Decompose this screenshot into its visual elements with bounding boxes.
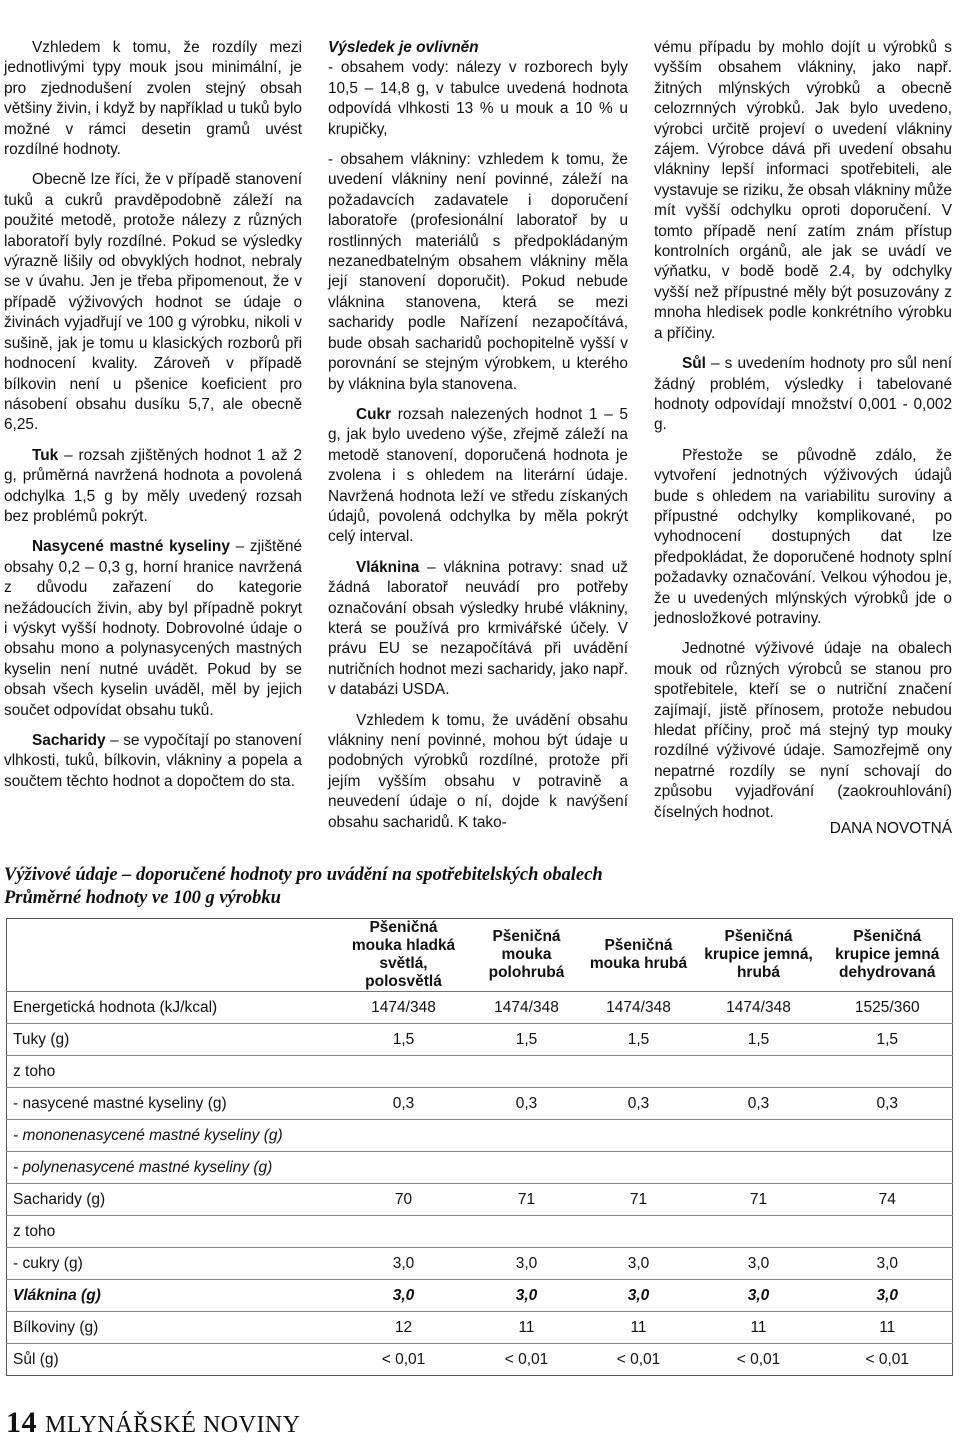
- table-cell: 11: [695, 1312, 823, 1344]
- term-vlaknina: Vláknina: [356, 558, 420, 576]
- publication-name: MLYNÁŘSKÉ NOVINY: [45, 1412, 301, 1438]
- table-title-line-1: Výživové údaje – doporučené hodnoty pro uvádění na spotřebitelských obalech: [4, 865, 603, 885]
- text-tuk: – rozsah zjištěných hodnot 1 až 2 g, průměrná navržená hodnota a povolená odchylka 1,5 g by měly uvedený rozsah bez problémů pokrýt.: [4, 446, 302, 525]
- table-cell: 71: [471, 1184, 583, 1216]
- table-cell: 3,0: [695, 1280, 823, 1312]
- row-label: Energetická hodnota (kJ/kcal): [7, 992, 337, 1024]
- column-header: Pšeničná krupice jemná dehydrovaná: [823, 919, 953, 992]
- column-header: [7, 919, 337, 992]
- term-nasycene: Nasycené mastné kyseliny: [32, 538, 230, 556]
- table-cell: 0,3: [695, 1088, 823, 1120]
- table-cell: [695, 1152, 823, 1184]
- row-label: - cukry (g): [7, 1248, 337, 1280]
- section-heading: Výsledek je ovlivněn: [328, 39, 479, 56]
- table-cell: [823, 1056, 953, 1088]
- table-cell: 3,0: [695, 1248, 823, 1280]
- text-cukr: rozsah nalezených hodnot 1 – 5 g, jak bylo uvedeno výše, zřejmě záleží na metodě stanovení, doporučená hodnota je zvolena i s ohledem na literární údaje. Navržená hodnota leží ve středu získaných údajů, povolená odchylka by měla pokrýt celý interval.: [328, 405, 628, 546]
- text-sacharidy: – se vypočítají po stanovení vlhkosti, tuků, bílkovin, vlákniny a popela a součtem těchto hodnot a dopočtem do sta.: [4, 732, 302, 790]
- table-row: [7, 1344, 953, 1376]
- table-row: [7, 992, 953, 1024]
- table-cell: [583, 1152, 695, 1184]
- table-row: [7, 1152, 953, 1184]
- table-cell: [823, 1152, 953, 1184]
- table-cell: 3,0: [471, 1280, 583, 1312]
- article-column-1: [4, 38, 302, 792]
- table-cell: 3,0: [823, 1280, 953, 1312]
- table-cell: [471, 1056, 583, 1088]
- table-cell: [695, 1056, 823, 1088]
- table-row: [7, 1216, 953, 1248]
- author-signature: DANA NOVOTNÁ: [829, 820, 952, 838]
- table-row: [7, 1120, 953, 1152]
- table-cell: 1474/348: [471, 992, 583, 1024]
- article-column-3: [654, 38, 952, 839]
- paragraph: Jednotné výživové údaje na obalech mouk od různých výrobců se stanou pro spotřebitele, kteří se o nutriční značení zajímají, jistě přínosem, protože nebudou hledat příčiny, proč má stejný typ mouky rozdílné výživové údaje. Samozřejmě ony nepatrné rozdíly se nyní schovají do způsobu vyjadřování (zaokrouhlování) číselných hodnot.: [654, 640, 952, 821]
- table-row: [7, 1024, 953, 1056]
- table-cell: 1,5: [471, 1024, 583, 1056]
- table-cell: 11: [823, 1312, 953, 1344]
- row-label: Sacharidy (g): [7, 1184, 337, 1216]
- nutrition-table: [6, 918, 953, 1376]
- table-cell: [337, 1152, 471, 1184]
- paragraph: Vzhledem k tomu, že rozdíly mezi jednotlivými typy mouk jsou minimální, je pro zjednodušení zvolen stejný obsah většiny živin, i když by například u tuků bylo možné v rámci desetin gramů uvést rozdílné hodnoty.: [4, 39, 302, 159]
- text-nasycene: – zjištěné obsahy 0,2 – 0,3 g, horní hranice navržená z důvodu zařazení do kategorie nežádoucích živin, aby byl případně pokryt i výskyt vyšší hodnoty. Dobrovolné údaje o obsahu mono a polynasycených mastných kyselin není nutné uvádět. Pokud by se obsah všech kyselin uváděl, měl by jejich součet odpovídat obsahu tuků.: [4, 538, 302, 719]
- paragraph-cukr: [328, 405, 628, 548]
- table-cell: < 0,01: [736, 1350, 781, 1368]
- table-title-line-2: Průměrné hodnoty ve 100 g výrobku: [4, 888, 281, 908]
- text-sul: – s uvedením hodnoty pro sůl není žádný problém, výsledky i tabelované hodnoty odpovídají množství 0,001 - 0,002 g.: [654, 355, 952, 434]
- table-row: [7, 1280, 953, 1312]
- table-cell: [471, 1120, 583, 1152]
- table-cell: [823, 1216, 953, 1248]
- table-cell: 3,0: [823, 1248, 953, 1280]
- table-cell: 70: [337, 1184, 471, 1216]
- row-label: - mononenasycené mastné kyseliny (g): [7, 1120, 337, 1152]
- table-cell: < 0,01: [616, 1350, 661, 1368]
- row-label: z toho: [7, 1216, 337, 1248]
- table-cell: 0,3: [823, 1088, 953, 1120]
- table-cell: 0,3: [471, 1088, 583, 1120]
- page-number: 14: [6, 1406, 37, 1439]
- table-cell: < 0,01: [865, 1350, 910, 1368]
- table-cell: 1474/348: [695, 992, 823, 1024]
- table-cell: [583, 1056, 695, 1088]
- table-cell: [695, 1120, 823, 1152]
- row-label: - nasycené mastné kyseliny (g): [7, 1088, 337, 1120]
- table-row: [7, 1088, 953, 1120]
- column-header: Pšeničná mouka polohrubá: [471, 919, 583, 992]
- table-cell: 1525/360: [823, 992, 953, 1024]
- table-cell: 0,3: [337, 1088, 471, 1120]
- page-footer: [6, 1408, 301, 1440]
- paragraph: - obsahem vlákniny: vzhledem k tomu, že uvedení vlákniny není povinné, záleží na požadavcích zadavatele i doporučení laboratoře (profesionální laboratoř by u rostlinných materiálů s předpokládaným nezanedbatelným obsahem vlákniny měla její stanovení doporučit). Pokud nebude vláknina stanovena, která se mezi sacharidy podle Nařízení nezapočítává, bude obsah sacharidů pochopitelně vyšší v porovnání se stejným výrobkem, u kterého by vláknina byla stanovena.: [328, 151, 628, 393]
- table-cell: 3,0: [471, 1248, 583, 1280]
- table-cell: 11: [471, 1312, 583, 1344]
- table-cell: 12: [337, 1312, 471, 1344]
- term-sacharidy: Sacharidy: [32, 732, 106, 749]
- paragraph-vlaknina: [328, 558, 628, 701]
- row-label: Bílkoviny (g): [7, 1312, 337, 1344]
- row-label: z toho: [7, 1056, 337, 1088]
- paragraph: vému případu by mohlo dojít u výrobků s vyšším obsahem vlákniny, jako např. žitných mlýnských výrobků a obecně celozrnných výrobků. Jak bylo uvedeno, výrobci určitě projeví o uvedení vlákniny zájem. Výrobce dává při uvedení obsahu vlákniny lepší informaci spotřebiteli, ale vystavuje se riziku, že obsah vlákniny může mít vyšší odchylku oproti doporučení. V tomto případě není zatím znám přístup kontrolních orgánů, ale jak se uvádí ve výňatku, v bodě bodě 2.4, by odchylky vyšší než přípustné měly být posuzovány z mnoha hledisek podle konkrétního výrobku a příčiny.: [654, 39, 952, 342]
- table-cell: 3,0: [337, 1248, 471, 1280]
- table-cell: < 0,01: [504, 1350, 549, 1368]
- paragraph-sul: [654, 354, 952, 436]
- column-header: Pšeničná mouka hrubá: [583, 919, 695, 992]
- row-label: - polynenasycené mastné kyseliny (g): [7, 1152, 337, 1184]
- table-cell: [337, 1120, 471, 1152]
- table-cell: [823, 1120, 953, 1152]
- table-cell: [695, 1216, 823, 1248]
- table-cell: 71: [695, 1184, 823, 1216]
- row-label: Tuky (g): [7, 1024, 337, 1056]
- table-row: [7, 1312, 953, 1344]
- table-cell: [583, 1120, 695, 1152]
- table-cell: [471, 1152, 583, 1184]
- table-cell: [583, 1216, 695, 1248]
- column-header: Pšeničná mouka hladká světlá, polosvětlá: [337, 919, 471, 992]
- table-cell: 1,5: [337, 1024, 471, 1056]
- table-cell: 3,0: [583, 1280, 695, 1312]
- table-cell: 1,5: [823, 1024, 953, 1056]
- table-cell: 0,3: [583, 1088, 695, 1120]
- paragraph-nasycene: [4, 537, 302, 721]
- table-cell: [337, 1216, 471, 1248]
- term-cukr: Cukr: [356, 405, 392, 423]
- paragraph-tuk: [4, 446, 302, 528]
- table-cell: 11: [583, 1312, 695, 1344]
- text-vlaknina: – vláknina potravy: snad už žádná laboratoř neuvádí pro potřeby označování obsah výsledky hrubé vlákniny, která se používá pro krmivářské účely. V právu EU se nezapočítává při uvádění nutričních hodnot mezi sacharidy, jako např. v databázi USDA.: [328, 558, 628, 699]
- table-row: [7, 1184, 953, 1216]
- table-cell: [471, 1216, 583, 1248]
- term-tuk: Tuk: [32, 446, 59, 464]
- paragraph: Obecně lze říci, že v případě stanovení tuků a cukrů pravděpodobně záleží na použité metodě, protože nálezy z různých laboratoří byly rozdílné. Pokud se výsledky výrazně lišily od obvyklých hodnot, nebraly se v úvahu. Jen je třeba připomenout, že v případě výživových hodnot se údaje o živinách vyjadřují ve 100 g výrobku, nikoli v sušině, jak je tomu u klasických rozborů při hodnocení kvality. Zároveň v případě bílkovin není u pšenice koeficient pro násobení obsahu dusíku 5,7, ale obecně 6,25.: [4, 171, 302, 434]
- paragraph: Vzhledem k tomu, že uvádění obsahu vlákniny není povinné, mohou být údaje u podobných výrobků rozdílné, protože při jejím vyšším obsahu v potravině a neuvedení údaje o ní, dojde k navýšení obsahu sacharidů. K tako-: [328, 711, 628, 831]
- table-title: [4, 864, 603, 910]
- table-cell: 1474/348: [337, 992, 471, 1024]
- row-label: Sůl (g): [13, 1350, 59, 1368]
- table-cell: [337, 1056, 471, 1088]
- table-cell: < 0,01: [381, 1350, 426, 1368]
- paragraph-sacharidy: [4, 731, 302, 792]
- table-cell: 74: [823, 1184, 953, 1216]
- column-header: Pšeničná krupice jemná, hrubá: [695, 919, 823, 992]
- table-cell: 3,0: [337, 1280, 471, 1312]
- table-cell: 1474/348: [583, 992, 695, 1024]
- paragraph: - obsahem vody: nálezy v rozborech byly 10,5 – 14,8 g, v tabulce uvedená hodnota odpovídá vlhkosti 13 % u mouk a 10 % u krupičky,: [328, 59, 628, 138]
- table-header-row: [7, 919, 953, 992]
- row-label: Vláknina (g): [7, 1280, 337, 1312]
- table-cell: 71: [583, 1184, 695, 1216]
- table-row: [7, 1056, 953, 1088]
- paragraph: Přestože se původně zdálo, že vytvoření jednotných výživových údajů bude s ohledem na variabilitu suroviny a přípustné odchylky komplikované, po vyhodnocení dostupných dat lze předpokládat, že doporučené hodnoty splní požadavky označování. Velkou výhodou je, že u uvedených mlýnských výrobků jde o jednosložkové potraviny.: [654, 446, 952, 627]
- article-column-2: [328, 38, 628, 833]
- table-cell: 1,5: [583, 1024, 695, 1056]
- table-cell: 3,0: [583, 1248, 695, 1280]
- table-row: [7, 1248, 953, 1280]
- term-sul: Sůl: [682, 355, 706, 373]
- table-cell: 1,5: [695, 1024, 823, 1056]
